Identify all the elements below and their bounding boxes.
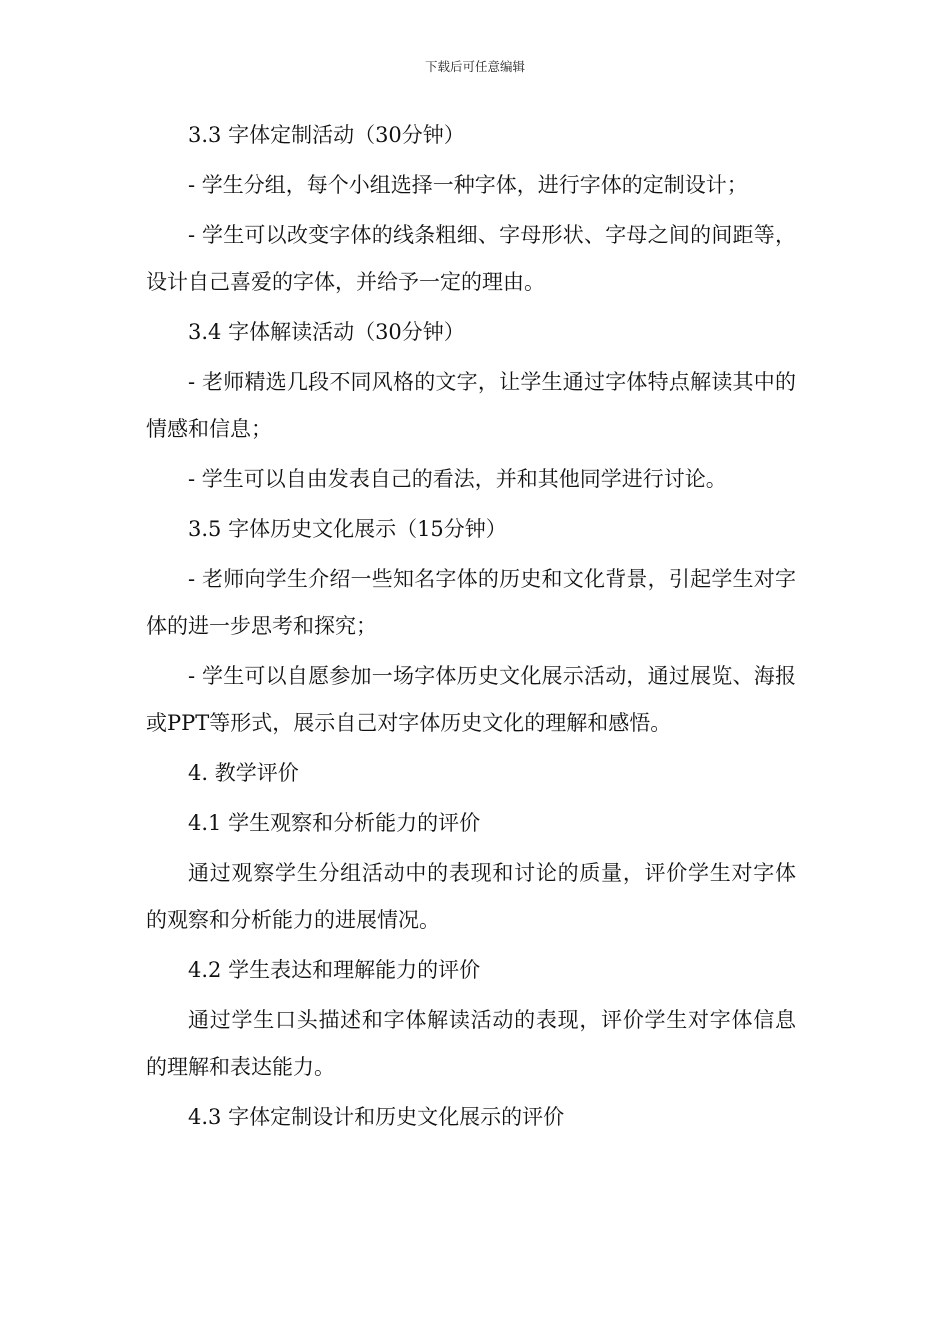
list-item: - 学生可以改变字体的线条粗细、字母形状、字母之间的间距等，设计自己喜爱的字体，并给予一定的理由。 — [146, 223, 796, 294]
section-heading-4-1: 4.1 学生观察和分析能力的评价 — [188, 811, 481, 835]
list-item: - 学生可以自由发表自己的看法，并和其他同学进行讨论。 — [188, 467, 727, 491]
section-heading-4: 4. 教学评价 — [188, 761, 299, 785]
section-heading-3-4: 3.4 字体解读活动（30分钟） — [188, 320, 465, 344]
section-heading-4-3: 4.3 字体定制设计和历史文化展示的评价 — [188, 1105, 565, 1129]
list-item: - 老师精选几段不同风格的文字，让学生通过字体特点解读其中的情感和信息； — [146, 370, 796, 441]
body-paragraph: 通过观察学生分组活动中的表现和讨论的质量，评价学生对字体的观察和分析能力的进展情况。 — [146, 861, 796, 932]
section-heading-4-2: 4.2 学生表达和理解能力的评价 — [188, 958, 481, 982]
section-heading-3-3: 3.3 字体定制活动（30分钟） — [188, 123, 465, 147]
page-header-note: 下载后可任意编辑 — [424, 59, 525, 74]
list-item: - 学生可以自愿参加一场字体历史文化展示活动，通过展览、海报或PPT等形式，展示自己对字体历史文化的理解和感悟。 — [146, 664, 796, 735]
list-item: - 老师向学生介绍一些知名字体的历史和文化背景，引起学生对字体的进一步思考和探究； — [146, 567, 796, 638]
section-heading-3-5: 3.5 字体历史文化展示（15分钟） — [188, 517, 507, 541]
body-paragraph: 通过学生口头描述和字体解读活动的表现，评价学生对字体信息的理解和表达能力。 — [146, 1008, 796, 1079]
list-item: - 学生分组，每个小组选择一种字体，进行字体的定制设计； — [188, 173, 748, 197]
document-body — [146, 112, 796, 1141]
